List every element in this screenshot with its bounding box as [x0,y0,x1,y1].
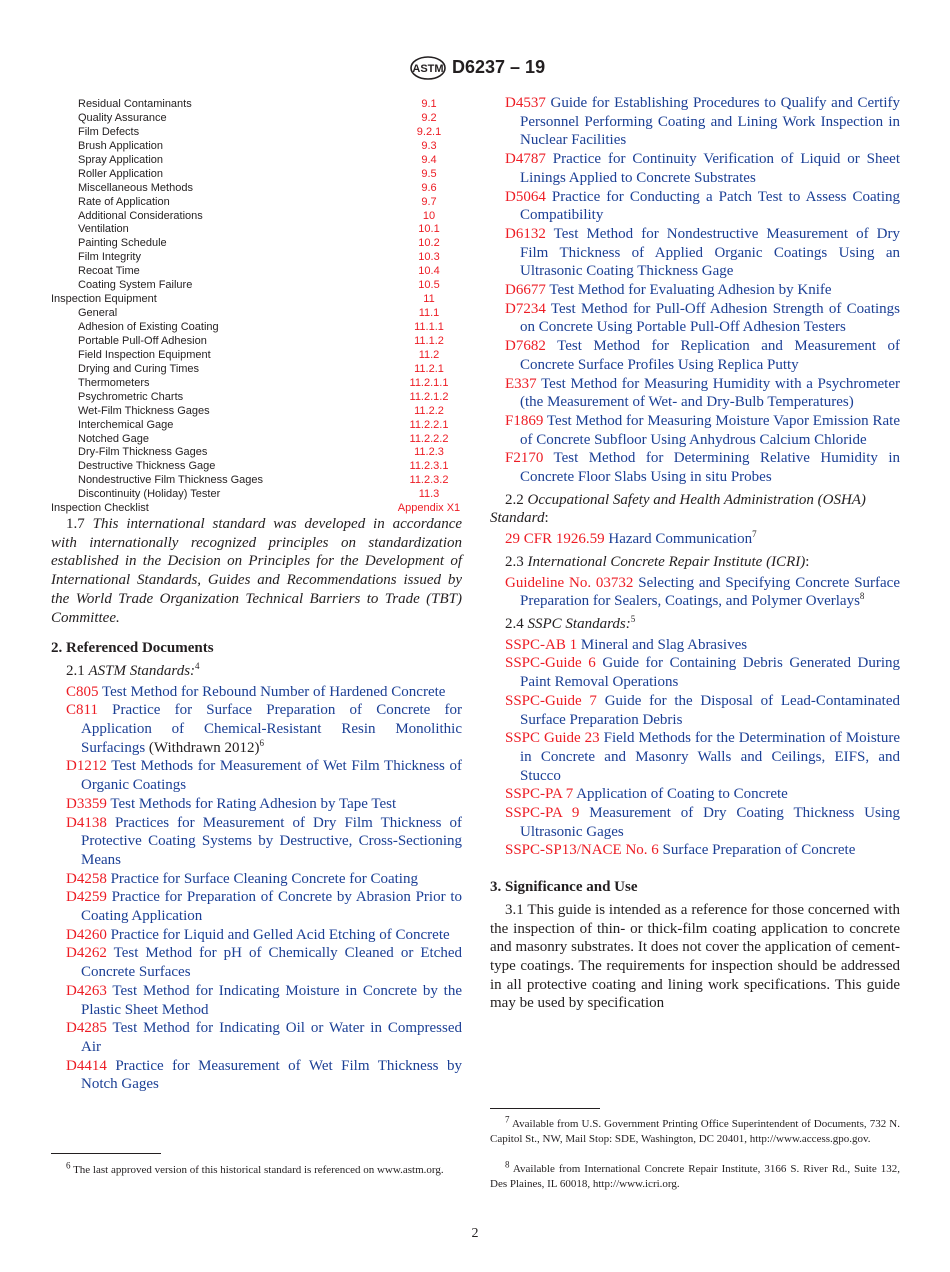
toc-section-link[interactable]: 9.5 [421,167,437,180]
subsection-number: 2.1 [66,662,85,679]
reference-code-link[interactable]: D4260 [66,926,107,943]
reference-code-link[interactable]: SSPC Guide 23 [505,730,600,747]
toc-row [51,446,463,460]
reference-code-link[interactable]: D4285 [66,1020,107,1037]
reference-title-link[interactable]: Test Methods for Rating Adhesion by Tape Test [110,795,397,812]
reference-entry [51,926,462,945]
section-heading-2: 2. Referenced Documents [51,640,214,657]
reference-code-link[interactable]: C805 [66,683,99,700]
subsection-label: SSPC Standards: [527,615,631,632]
reference-title-link[interactable]: Practice for Measurement of Wet Film Thickness by Notch Gages [81,1057,462,1093]
reference-entry [51,1057,462,1094]
footnote-7 [490,1114,900,1146]
toc-label: Ventilation [78,223,129,236]
toc-row [51,251,463,265]
reference-code-link[interactable]: D4258 [66,870,107,887]
reference-entry [490,692,900,729]
reference-code-link[interactable]: Guideline No. 03732 [505,574,634,591]
toc-row [51,460,463,474]
reference-title-link[interactable]: Test Method for Measuring Humidity with a Psychrometer (the Measurement of Wet- and Dry-Bulb Temperatures) [520,375,901,411]
toc-row [51,154,463,168]
toc-label: Film Integrity [78,251,141,264]
reference-code-link[interactable]: F1869 [505,412,544,429]
reference-entry [51,888,462,925]
toc-label: General [78,307,118,320]
reference-entry [51,701,462,757]
toc-section-link[interactable]: 11.2.3 [414,446,444,459]
toc-row [51,210,463,224]
footnote-divider [51,1153,161,1154]
reference-entry [490,785,900,804]
toc-label: Notched Gage [78,432,149,445]
toc-section-link[interactable]: 11.2 [418,348,440,361]
subsection-number: 2.2 [505,491,524,508]
reference-code-link[interactable]: D7234 [505,300,546,317]
footnote-ref[interactable]: 5 [630,613,636,624]
reference-code-link[interactable]: SSPC-SP13/NACE No. 6 [505,842,659,859]
reference-entry [51,683,462,702]
toc-label: Brush Application [78,139,163,152]
toc-section-link[interactable]: 11.3 [418,488,440,501]
reference-entry [490,94,900,150]
reference-code-link[interactable]: SSPC-Guide 6 [505,655,596,672]
reference-entry [490,412,900,449]
toc-section-link[interactable]: 11.2.1.1 [409,376,449,389]
toc-row [51,196,463,210]
toc-label: Additional Considerations [78,209,203,222]
reference-entry [490,804,900,841]
toc-label: Coating System Failure [78,279,193,292]
toc-section-link[interactable]: 10.4 [418,265,440,278]
toc-row [51,363,463,377]
subsection-number: 2.3 [505,553,524,570]
toc-section-link[interactable]: 10.1 [418,223,440,236]
reference-code-link[interactable]: D4414 [66,1057,107,1074]
reference-title-link[interactable]: Test Methods for Measurement of Wet Film Thickness of Organic Coatings [81,758,462,794]
subsection-label: Occupational Safety and Health Administration (OSHA) Standard [490,491,866,527]
reference-entry [51,944,462,981]
toc-label: Nondestructive Film Thickness Gages [78,474,264,487]
reference-title-link[interactable]: Practice for Surface Preparation of Concrete for Application of Chemical-Resistant Resin Monolithic Surfacings [81,702,462,756]
toc-row [51,168,463,182]
reference-code-link[interactable]: SSPC-PA 7 [505,786,574,803]
toc-label: Painting Schedule [78,237,167,250]
section-heading-3: 3. Significance and Use [490,879,638,896]
subsection-label: International Concrete Repair Institute (ICRI) [527,553,806,570]
reference-title-link[interactable]: Measurement of Dry Coating Thickness Using Ultrasonic Gages [520,805,901,840]
reference-code-link[interactable]: D4263 [66,982,107,999]
reference-code-link[interactable]: D6132 [505,225,546,242]
reference-title-link[interactable]: Field Methods for the Determination of Moisture in Concrete and Masonry Walls and Ceilings, EIFS, and Stucco [520,730,900,784]
toc-label: Thermometers [78,376,150,389]
reference-title-link[interactable]: Test Method for Indicating Oil or Water in Compressed Air [81,1020,462,1055]
reference-title-link[interactable]: Guide for Containing Debris Generated During Paint Removal Operations [520,655,901,691]
toc-section-link[interactable]: 9.2.1 [416,125,442,138]
toc-row [51,307,463,321]
toc-label: Recoat Time [78,265,140,278]
toc-section-link[interactable]: 9.4 [421,153,437,166]
subsection-number: 2.4 [505,615,524,632]
toc-label: Adhesion of Existing Coating [78,321,219,333]
footnote-ref[interactable]: 7 [752,529,757,540]
reference-title-link[interactable]: Practice for Surface Cleaning Concrete for Coating [110,870,418,887]
reference-code-link[interactable]: D4537 [505,95,546,111]
footnote-6 [51,1160,462,1178]
toc-row [51,335,463,349]
reference-code-link[interactable]: SSPC-AB 1 [505,636,578,653]
reference-entry [490,225,900,281]
toc-label: Miscellaneous Methods [78,181,193,194]
toc-row [51,279,463,293]
toc-row [51,405,463,419]
toc-row [51,140,463,154]
subsection-2-4 [490,615,900,634]
reference-title-link[interactable]: Test Method for pH of Chemically Cleaned or Etched Concrete Surfaces [81,945,462,981]
astm-logo-icon [409,56,447,80]
reference-title-link[interactable]: Guide for the Disposal of Lead-Contaminated Surface Preparation Debris [520,692,901,728]
reference-title-link[interactable]: Guide for Establishing Procedures to Qualify and Certify Personnel Performing Coating and Lining Work Inspection in Nuclear Facilities [520,95,901,149]
subsection-2-1 [51,662,462,681]
footnote-8 [490,1159,900,1191]
footnote-marker: 7 [505,1114,510,1125]
toc-section-link[interactable]: 10 [422,209,436,222]
toc-label: Film Defects [78,125,140,138]
reference-title-link[interactable]: Practice for Preparation of Concrete by Abrasion Prior to Coating Application [81,889,462,925]
toc-label: Drying and Curing Times [78,362,200,375]
reference-title-link[interactable]: Mineral and Slag Abrasives [580,636,748,653]
reference-entry [490,729,900,785]
toc-label: Inspection Equipment [51,293,157,306]
reference-title-link[interactable]: Application of Coating to Concrete [576,786,788,803]
paragraph-3-1: 3.1 This guide is intended as a reference for those concerned with the inspection of thin- or thick-film coating application to concrete and masonry substrates. It does not cover the application of cement-type coatings. The requirements for inspection should be addressed in all protective coating and lining work specifications. This guide may be used by specification [490,901,900,1012]
toc-row [51,112,463,126]
reference-entry [490,337,900,374]
toc-row [51,265,463,279]
toc-section-link[interactable]: 11.1.1 [414,321,444,333]
paragraph-text: This international standard was developed in accordance with internationally recognized principles on standardization established in the Decision on Principles for the Development of International Standards, Guides and Recommendations issued by the World Trade Organization Technical Barriers to Trade (TBT) Committee. [51,516,463,626]
reference-entry [51,982,462,1019]
reference-entry [51,814,462,870]
toc-label: Interchemical Gage [78,418,174,431]
reference-title-link[interactable]: Test Method for Evaluating Adhesion by Knife [549,282,832,299]
reference-entry [490,375,900,412]
footnote-marker: 8 [505,1159,510,1170]
reference-code-link[interactable]: 29 CFR 1926.59 [505,531,605,548]
reference-title-link[interactable]: Practice for Continuity Verification of Liquid or Sheet Linings Applied to Concrete Substrates [520,151,900,186]
reference-entry [490,300,900,337]
reference-title-link[interactable]: Practice for Liquid and Gelled Acid Etching of Concrete [110,926,450,943]
toc-label: Discontinuity (Holiday) Tester [78,488,221,501]
subsection-2-3 [490,553,900,572]
toc-label: Roller Application [78,167,163,180]
toc-section-link[interactable]: 10.2 [418,237,440,250]
toc-section-link[interactable]: 11.2.3.2 [409,474,449,487]
toc-section-link[interactable]: 11.2.1 [414,362,444,375]
reference-entry [490,530,900,549]
toc-section-link[interactable]: 11.1 [418,307,440,320]
reference-entry [490,841,900,860]
subsection-2-2 [490,491,900,528]
toc-label: Residual Contaminants [78,98,192,110]
toc-row [51,391,463,405]
page-header [0,56,950,82]
toc-section-link[interactable]: 10.3 [418,251,440,264]
document-id: D6237 – 19 [452,57,546,77]
toc-label: Portable Pull-Off Adhesion [78,334,207,347]
reference-title-link[interactable]: Test Method for Determining Relative Humidity in Concrete Floor Slabs Using in situ Probes [520,450,900,486]
reference-code-link[interactable]: D1212 [66,758,107,775]
reference-title-link[interactable]: Test Method for Replication and Measurement of Concrete Surface Profiles Using Replica Putty [520,338,901,373]
toc-section-link[interactable]: 11.2.3.1 [409,460,449,473]
reference-code-link[interactable]: D7682 [505,338,546,355]
reference-entry [490,281,900,300]
toc-row [51,182,463,196]
reference-code-link[interactable]: E337 [505,375,537,392]
toc-section-link[interactable]: 11.2.2.1 [409,418,449,431]
reference-title-link[interactable]: Test Method for Measuring Moisture Vapor Emission Rate of Concrete Subfloor Using Anhydrous Calcium Chloride [520,412,900,448]
reference-title-link[interactable]: Test Method for Rebound Number of Hardened Concrete [102,683,446,700]
toc-section-link[interactable]: Appendix X1 [397,502,461,515]
toc-section-link[interactable]: 9.2 [421,111,437,124]
reference-title-link[interactable]: Selecting and Specifying Concrete Surface Preparation for Sealers, Coatings, and Polymer Overlays [520,574,900,610]
footnote-text: Available from International Concrete Repair Institute, 3166 S. River Rd., Suite 132, Des Plaines, IL 60018, http://www.icri.org. [490,1163,900,1190]
toc-label: Destructive Thickness Gage [78,460,216,473]
reference-entry [490,449,900,486]
page-number: 2 [471,1226,479,1241]
footnote-divider [490,1108,600,1109]
left-column [51,515,462,1094]
subsection-label: ASTM Standards: [88,662,196,679]
toc-row [51,321,463,335]
toc-label: Psychrometric Charts [78,390,184,403]
subsection-colon: : [805,553,810,570]
reference-title-link[interactable]: Test Method for Indicating Moisture in Concrete by the Plastic Sheet Method [81,982,463,1018]
footnote-ref[interactable]: 4 [195,660,200,671]
toc-section-link[interactable]: 11.2.1.2 [409,390,449,403]
toc-label: Field Inspection Equipment [78,348,211,361]
right-column [490,94,900,1013]
logo-text: ASTM [412,63,444,75]
reference-title-link[interactable]: Test Method for Nondestructive Measurement of Dry Film Thickness of Applied Organic Coatings Using an Ultrasonic Coating Thickness Gage [520,225,901,280]
toc-row [51,126,463,140]
toc-section-link[interactable]: 11.1.2 [414,334,444,347]
toc-row [51,488,463,502]
table-of-contents [51,98,463,516]
reference-title-link[interactable]: Test Method for Pull-Off Adhesion Strength of Coatings on Concrete Using Portable Pull-Off Adhesion Testers [520,300,901,336]
toc-row [51,349,463,363]
reference-entry [51,757,462,794]
toc-label: Quality Assurance [78,111,167,124]
toc-row [51,237,463,251]
subsection-colon: : [544,510,549,527]
reference-code-link[interactable]: C811 [66,702,98,719]
reference-code-link[interactable]: D4259 [66,889,107,906]
footnote-text: The last approved version of this historical standard is referenced on www.astm.org. [73,1164,444,1176]
reference-code-link[interactable]: D6677 [505,282,546,299]
paragraph-1-7 [51,515,462,627]
reference-code-link[interactable]: D4787 [505,151,546,168]
toc-section-link[interactable]: 9.6 [421,181,437,194]
reference-entry [490,574,900,611]
reference-entry [490,150,900,187]
reference-code-link[interactable]: D5064 [505,188,546,205]
footnote-text: Available from U.S. Government Printing Office Superintendent of Documents, 732 N. Capitol St., NW, Mail Stop: SDE, Washington, DC 20401, http://www.access.gpo.gov. [490,1118,900,1145]
toc-row [51,474,463,488]
reference-code-link[interactable]: D4138 [66,814,107,831]
toc-section-link[interactable]: 9.1 [421,98,437,110]
withdrawn-note: (Withdrawn 2012) [145,739,260,756]
reference-code-link[interactable]: F2170 [505,450,544,467]
reference-title-link[interactable]: Practice for Conducting a Patch Test to Assess Coating Compatibility [520,188,900,224]
toc-row [51,98,463,112]
footnote-marker: 6 [66,1160,71,1171]
reference-code-link[interactable]: D4262 [66,945,107,962]
reference-entry [490,654,900,691]
toc-section-link[interactable]: 11 [423,293,435,306]
toc-section-link[interactable]: 10.5 [418,279,440,292]
toc-row [51,433,463,447]
toc-section-link[interactable]: 11.2.2 [414,404,444,417]
reference-entry [490,636,900,655]
toc-section-link[interactable]: 9.7 [421,195,437,208]
reference-entry [51,1019,462,1056]
toc-label: Spray Application [78,153,163,166]
reference-entry [51,870,462,889]
toc-label: Inspection Checklist [51,502,149,515]
footnote-ref[interactable]: 8 [859,591,865,602]
toc-label: Wet-Film Thickness Gages [78,404,210,417]
toc-row [51,419,463,433]
reference-entry [51,795,462,814]
reference-entry [490,188,900,225]
toc-section-link[interactable]: 11.2.2.2 [409,432,449,445]
toc-label: Rate of Application [78,195,170,208]
footnote-ref[interactable]: 6 [259,737,265,748]
reference-title-link[interactable]: Surface Preparation of Concrete [662,842,856,859]
toc-label: Dry-Film Thickness Gages [78,446,208,459]
reference-code-link[interactable]: SSPC-PA 9 [505,805,580,822]
reference-title-link[interactable]: Hazard Communication [608,531,753,548]
reference-code-link[interactable]: SSPC-Guide 7 [505,692,597,709]
toc-row [51,293,463,307]
toc-row [51,223,463,237]
reference-code-link[interactable]: D3359 [66,795,107,812]
reference-title-link[interactable]: Practices for Measurement of Dry Film Thickness of Protective Coating Systems by Destructive, Cross-Sectioning Means [81,814,463,868]
toc-row [51,377,463,391]
paragraph-number: 1.7 [66,516,85,532]
toc-section-link[interactable]: 9.3 [421,139,437,152]
